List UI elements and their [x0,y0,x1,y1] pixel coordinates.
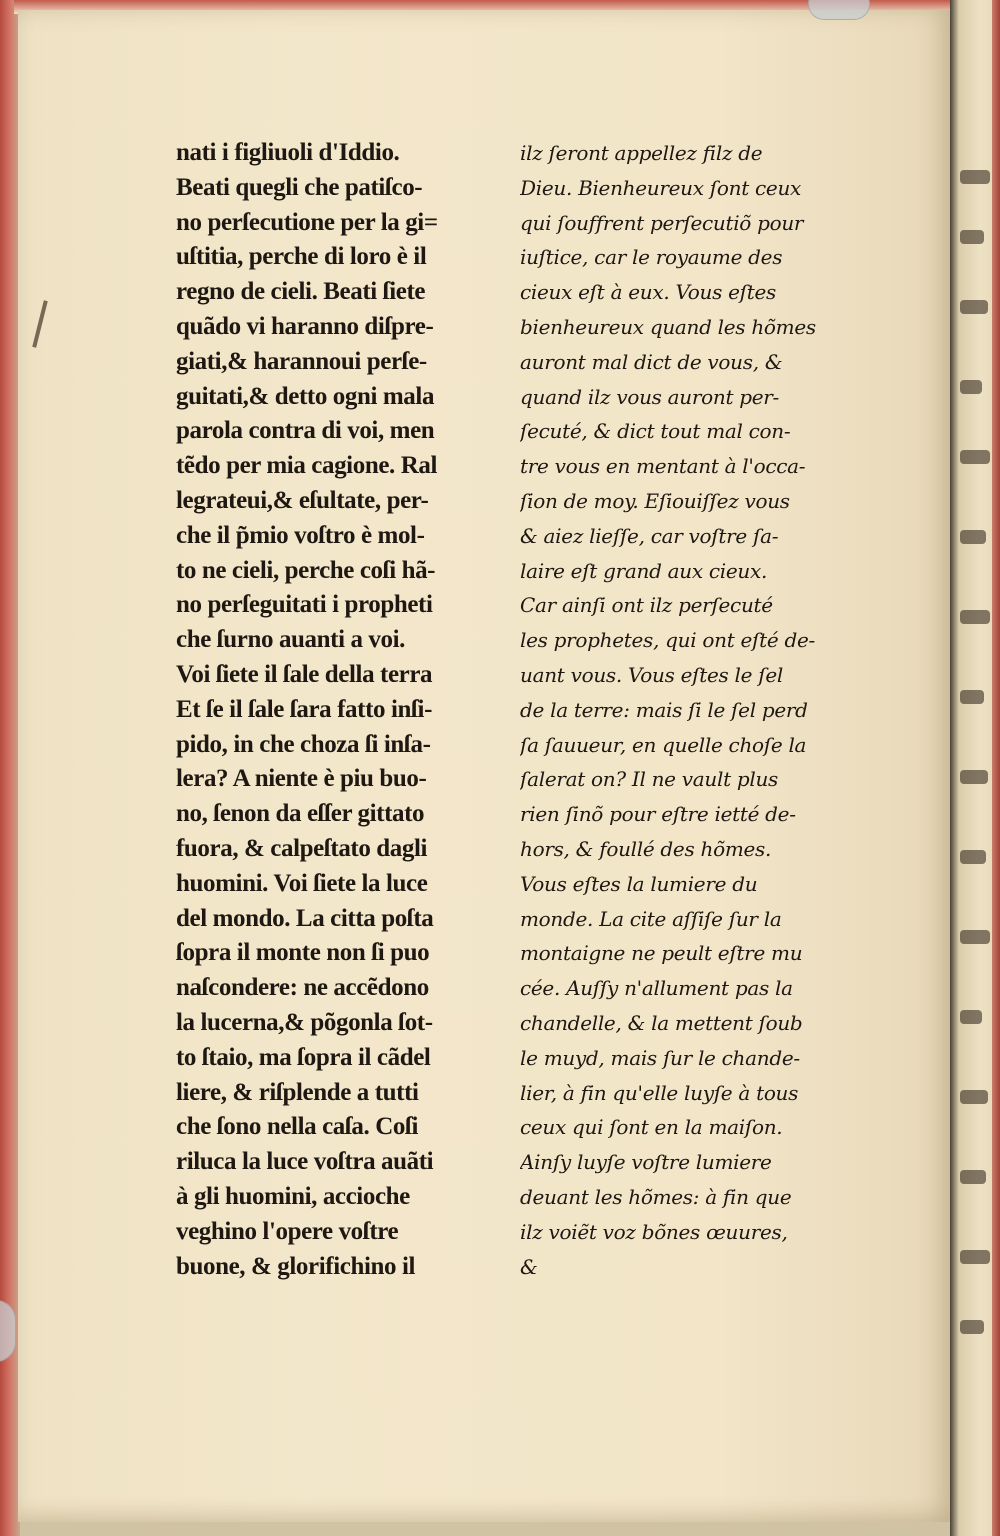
text-line: lera? A niente è piu buo- [176,765,427,793]
text-line: veghino l'opere voſtre [176,1217,399,1245]
next-page-text-fragment [960,930,990,944]
text-line: legrateui,& eſultate, per- [176,486,429,514]
text-line: & [520,1254,538,1279]
text-line: huomini. Voi ſiete la luce [176,869,428,897]
text-line: Voi ſiete il ſale della terra [176,660,433,688]
next-page-text-fragment [960,770,988,784]
text-line: riluca la luce voſtra auãti [176,1148,434,1176]
next-page-text-fragment [960,1010,982,1024]
text-line: no perſeguitati i propheti [176,591,433,619]
next-page-text-fragment [960,230,984,244]
text-line: ilz ſeront appellez filz de [520,141,763,165]
text-line: che ſono nella caſa. Coſi [176,1113,419,1141]
next-page-text-fragment [960,690,984,704]
text-line: lier, à fin qu'elle luyſe à tous [520,1080,799,1105]
text-line: Dieu. Bienheureux ſont ceux [520,175,802,200]
text-line: pido, in che choza ſi inſa- [176,730,431,758]
text-line: che ſurno auanti a voi. [176,626,406,654]
text-line: che il p̃mio voſtro è mol- [176,521,425,549]
italian-text-column [176,136,506,1284]
text-line: de la terre: mais ſi le ſel perd [520,697,808,722]
text-line: cieux eſt à eux. Vous eſtes [520,280,777,305]
text-line: Ainſy luyſe voſtre lumiere [520,1150,772,1175]
text-line: fuora, & calpeſtato dagli [176,834,428,862]
text-line: quãdo vi haranno diſpre- [176,312,434,340]
text-line: nati i figliuoli d'Iddio. [176,139,400,166]
text-line: auront mal dict de vous, & [520,349,783,374]
next-page-text-fragment [960,530,986,544]
next-page-text-fragment [960,850,986,864]
text-line: qui ſouffrent perſecutiõ pour [520,210,804,235]
next-page-text-fragment [960,1320,984,1334]
text-line: uant vous. Vous eſtes le ſel [520,662,783,687]
text-line: hors, & foullé des hõmes. [520,836,772,861]
text-line: & aiez lieſſe, car voſtre ſa- [520,523,779,548]
text-line: cée. Auſſy n'allument pas la [520,976,793,1001]
text-line: liere, & riſplende a tutti [176,1078,419,1106]
text-line: la lucerna,& põgonla ſot- [176,1008,433,1036]
text-line: buone, & glorifichino il [176,1252,416,1280]
text-line: tẽdo per mia cagione. Ral [176,452,438,480]
text-line: à gli huomini, accioche [176,1182,410,1210]
text-line: chandelle, & la mettent ſoub [520,1010,803,1035]
text-line: no, ſenon da eſſer gittato [176,800,425,828]
text-line: quand ilz vous auront per- [520,384,780,409]
text-line: ilz voiẽt voz bõnes œuures, [520,1219,788,1244]
text-line: to ne cieli, perche coſi hã- [176,556,436,584]
text-line: ſopra il monte non ſi puo [176,939,430,967]
next-page-red-rim [992,0,1000,1536]
text-line: ſalerat on? Il ne vault plus [520,767,779,792]
text-line: les prophetes, qui ont eſté de- [520,628,815,653]
next-page-text-fragment [960,300,988,314]
next-page-text-fragment [960,170,990,184]
text-line: ſa ſauueur, en quelle choſe la [520,732,807,757]
text-line: naſcondere: ne accẽdono [176,974,429,1002]
text-line: deuant les hõmes: à fin que [520,1184,792,1209]
text-line: monde. La cite aſſiſe ſur la [520,906,782,931]
text-line: uſtitia, perche di loro è il [176,243,427,271]
text-line: to ſtaio, ma ſopra il cãdel [176,1043,431,1071]
next-page-edge [950,0,1000,1536]
text-line: guitati,& detto ogni mala [176,382,435,410]
next-page-text-fragment [960,450,990,464]
text-line: Et ſe il ſale ſara fatto inſi- [176,695,433,723]
text-line: laire eſt grand aux cieux. [520,558,768,583]
page-clip-top [808,0,870,20]
text-line: Beati quegli che patiſco- [176,173,423,201]
text-line: le muyd, mais ſur le chande- [520,1045,800,1070]
text-line: ſion de moy. Eſiouiſſez vous [520,488,790,513]
text-line: ſecuté, & dict tout mal con- [520,419,791,444]
next-page-text-fragment [960,1090,988,1104]
text-line: no perſecutione per la gi= [176,208,438,236]
text-line: giati,& harannoui perſe- [176,347,427,375]
text-line: tre vous en mentant à l'occa- [520,454,806,479]
text-line: bienheureux quand les hõmes [520,314,816,339]
text-line: ceux qui ſont en la maiſon. [520,1115,783,1140]
text-line: rien ſinõ pour eſtre ietté de- [520,802,796,827]
next-page-text-fragment [960,1170,986,1184]
french-text-column [520,136,852,1284]
text-line: iuſtice, car le royaume des [520,245,783,270]
text-line: parola contra di voi, men [176,417,435,445]
next-page-text-fragment [960,380,982,394]
text-line: regno de cieli. Beati ſiete [176,278,426,306]
next-page-text-fragment [960,1250,990,1264]
text-line: montaigne ne peult eſtre mu [520,941,803,966]
next-page-text-fragment [960,610,990,624]
text-line: del mondo. La citta poſta [176,904,434,932]
text-line: Car ainſi ont ilz perſecuté [520,593,773,618]
text-line: Vous eſtes la lumiere du [520,871,758,896]
